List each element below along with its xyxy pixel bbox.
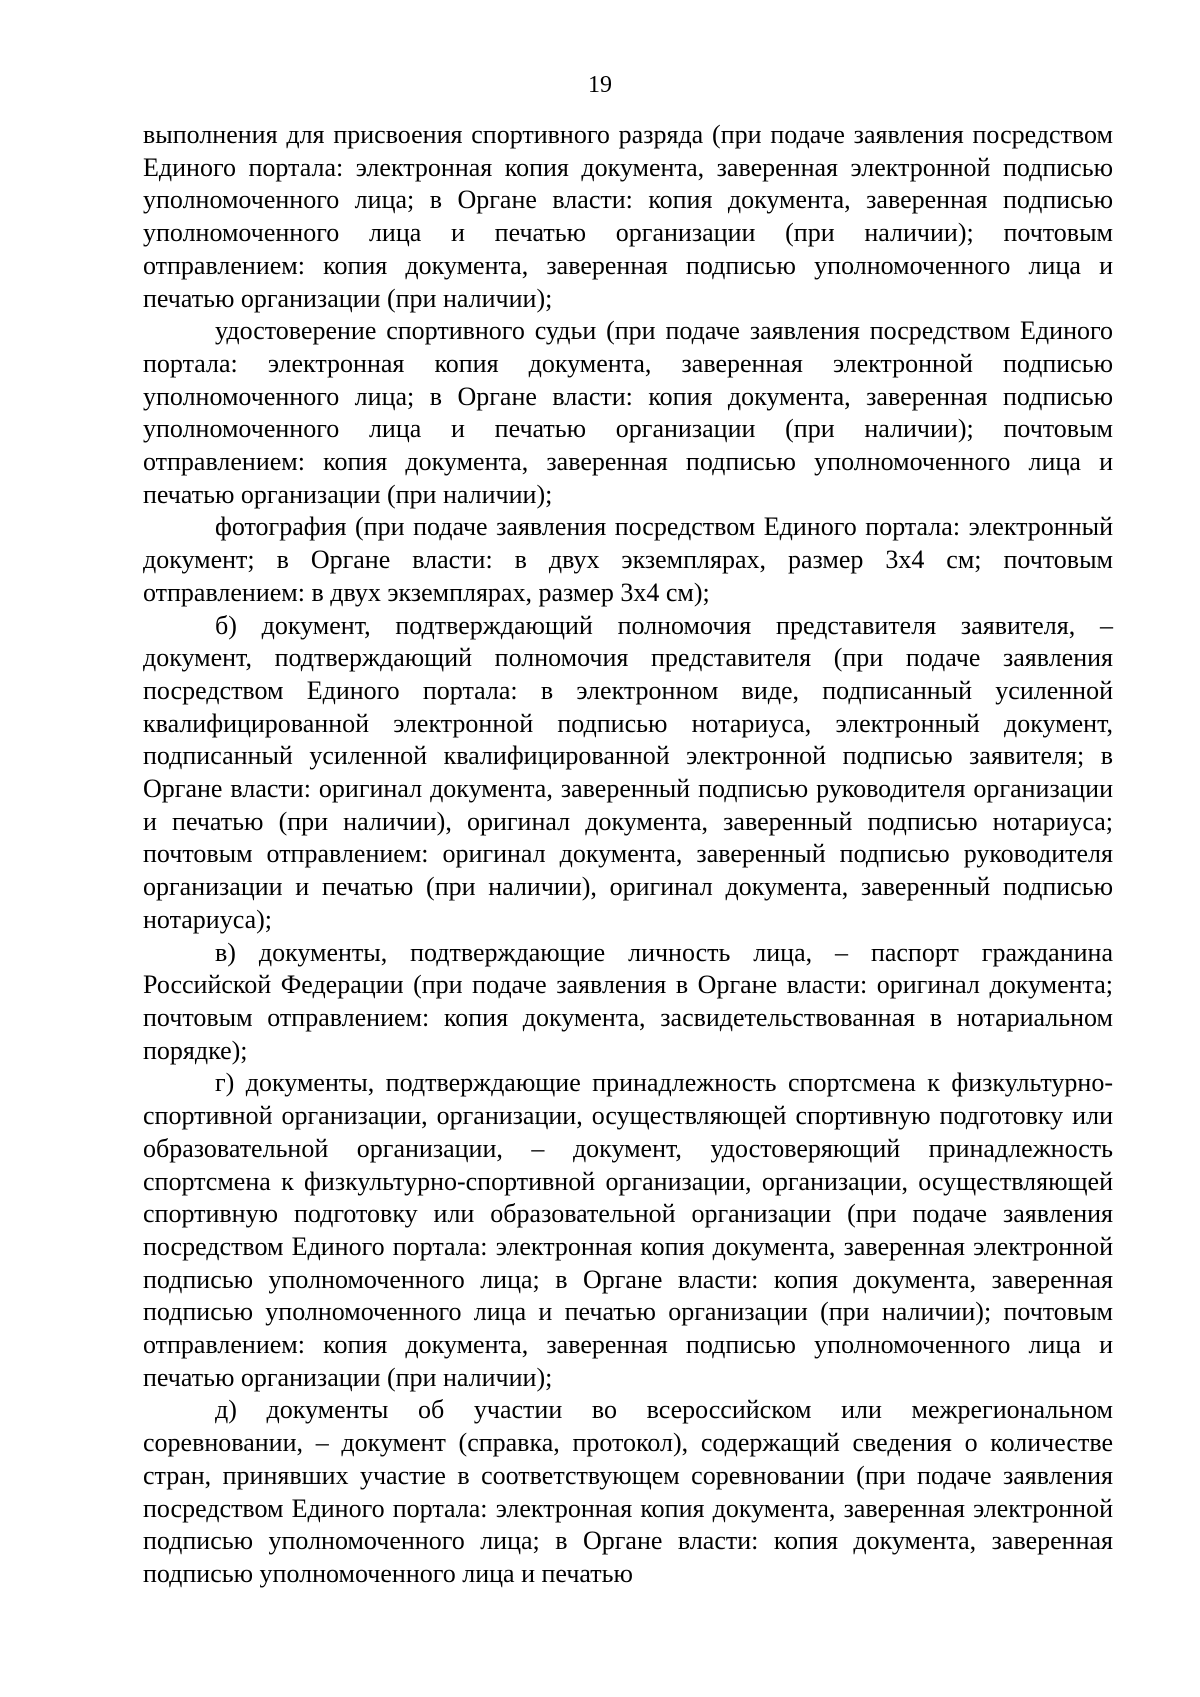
paragraph-d-competition-participation: д) документы об участии во всероссийском или межрегиональном соревновании, – документ (справка, протокол), содержащий сведения о количестве стран, принявших участие в соответствующем соревновании (при подаче заявления посредством Единого портала: электронная копия документа, заверенная электронной подписью уполномоченного лица; в Органе власти: копия документа, заверенная подписью уполномоченного лица и печатью bbox=[143, 1395, 1113, 1588]
paragraph-photo: фотография (при подаче заявления посредством Единого портала: электронный документ; в Органе власти: в двух экземплярах, размер 3х4 см; почтовым отправлением: в двух экземплярах, размер 3х4 см); bbox=[143, 512, 1113, 607]
paragraph-b-representative-authority: б) документ, подтверждающий полномочия представителя заявителя, – документ, подтверждающий полномочия представителя (при подаче заявления посредством Единого портала: в электронном виде, подписанный усиленной квалифицированной электронной подписью нотариуса, электронный документ, подписанный усиленной квалифицированной электронной подписью заявителя; в Органе власти: оригинал документа, заверенный подписью руководителя организации и печатью (при наличии), оригинал документа, заверенный подписью нотариуса; почтовым отправлением: оригинал документа, заверенный подписью руководителя организации и печатью (при наличии), оригинал документа, заверенный подписью нотариуса); bbox=[143, 610, 1113, 934]
paragraph-referee-certificate: удостоверение спортивного судьи (при подаче заявления посредством Единого портала: электронная копия документа, заверенная электронной подписью уполномоченного лица; в Органе власти: копия документа, заверенная подписью уполномоченного лица и печатью организации (при наличии); почтовым отправлением: копия документа, заверенная подписью уполномоченного лица и печатью организации (при наличии); bbox=[143, 316, 1113, 509]
paragraph-continuation: выполнения для присвоения спортивного разряда (при подаче заявления посредством Единого портала: электронная копия документа, заверенная электронной подписью уполномоченного лица; в Органе власти: копия документа, заверенная подписью уполномоченного лица и печатью организации (при наличии); почтовым отправлением: копия документа, заверенная подписью уполномоченного лица и печатью организации (при наличии); bbox=[143, 120, 1113, 313]
page-number: 19 bbox=[588, 72, 612, 98]
paragraph-v-identity-documents: в) документы, подтверждающие личность лица, – паспорт гражданина Российской Федерации (при подаче заявления в Органе власти: оригинал документа; почтовым отправлением: копия документа, засвидетельствованная в нотариальном порядке); bbox=[143, 937, 1113, 1065]
document-body bbox=[143, 119, 1113, 1591]
paragraph-g-athlete-affiliation: г) документы, подтверждающие принадлежность спортсмена к физкультурно-спортивной организации, организации, осуществляющей спортивную подготовку или образовательной организации, – документ, удостоверяющий принадлежность спортсмена к физкультурно-спортивной организации, организации, осуществляющей спортивную подготовку или образовательной организации (при подаче заявления посредством Единого портала: электронная копия документа, заверенная электронной подписью уполномоченного лица; в Органе власти: копия документа, заверенная подписью уполномоченного лица и печатью организации (при наличии); почтовым отправлением: копия документа, заверенная подписью уполномоченного лица и печатью организации (при наличии); bbox=[143, 1068, 1113, 1392]
